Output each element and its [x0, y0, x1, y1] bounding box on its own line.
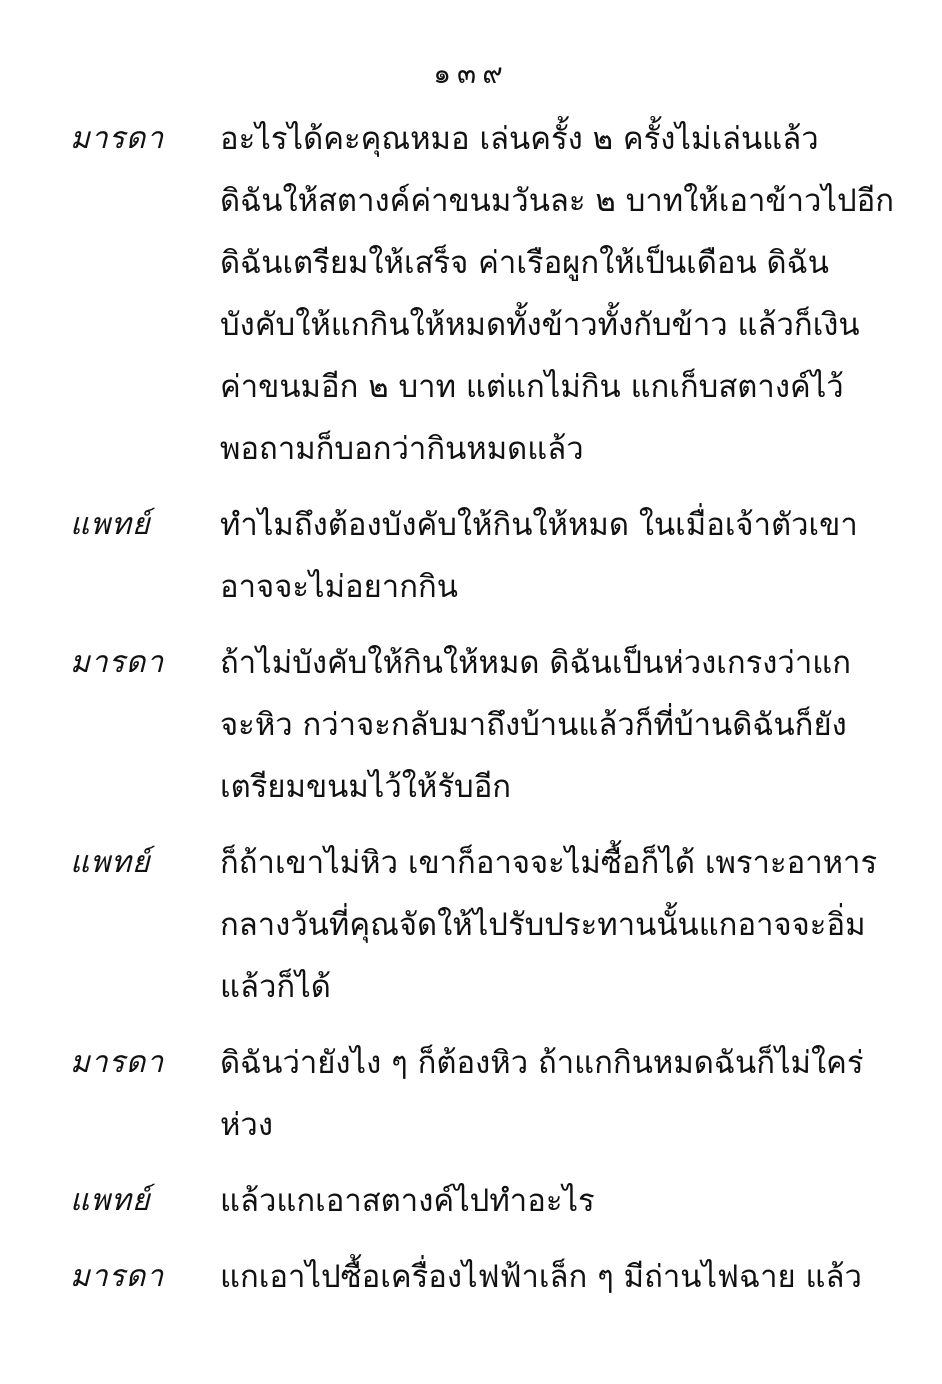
dialogue-text [220, 108, 900, 480]
text-line: ดิฉันว่ายังไง ๆ ก็ต้องหิว ถ้าแกกินหมดฉันก็ไม่ใคร่ [220, 1045, 864, 1081]
text-line: แล้วแกเอาสตางค์ไปทำอะไร [220, 1183, 595, 1219]
text-line: อาจจะไม่อยากกิน [220, 569, 458, 605]
text-line: ก็ถ้าเขาไม่หิว เขาก็อาจจะไม่ซื้อก็ได้ เพราะอาหาร [220, 845, 878, 881]
dialogue-text [220, 632, 900, 818]
dialogue-text [220, 832, 900, 1018]
speaker-label: แพทย์ [70, 507, 151, 542]
dialogue-block [70, 108, 900, 1322]
page-number: ๑๓๙ [433, 57, 509, 90]
speaker-label: มารดา [70, 1259, 165, 1294]
text-line: จะหิว กว่าจะกลับมาถึงบ้านแล้วก็ที่บ้านดิฉันก็ยัง [220, 707, 847, 743]
speaker-label: แพทย์ [70, 845, 151, 880]
text-line: ดิฉันเตรียมให้เสร็จ ค่าเรือผูกให้เป็นเดือน ดิฉัน [220, 245, 829, 281]
text-line: แกเอาไปซื้อเครื่องไฟฟ้าเล็ก ๆ มีถ่านไฟฉาย แล้ว [220, 1259, 862, 1295]
text-line: ค่าขนมอีก ๒ บาท แต่แกไม่กิน แกเก็บสตางค์ไว้ [220, 369, 844, 405]
speaker-label: มารดา [70, 645, 165, 680]
text-line: ทำไมถึงต้องบังคับให้กินให้หมด ในเมื่อเจ้าตัวเขา [220, 507, 858, 543]
dialogue-turn [70, 1032, 900, 1156]
text-line: เตรียมขนมไว้ให้รับอีก [220, 769, 512, 805]
dialogue-turn [70, 1246, 900, 1308]
text-line: แล้วก็ได้ [220, 969, 331, 1005]
text-line: บังคับให้แกกินให้หมดทั้งข้าวทั้งกับข้าว แล้วก็เงิน [220, 307, 860, 343]
dialogue-text [220, 1032, 900, 1156]
text-line: กลางวันที่คุณจัดให้ไปรับประทานนั้นแกอาจจะอิ่ม [220, 907, 866, 943]
dialogue-text [220, 1246, 900, 1308]
text-line: ดิฉันให้สตางค์ค่าขนมวันละ ๒ บาทให้เอาข้าวไปอีก [220, 183, 895, 219]
speaker-label: แพทย์ [70, 1183, 151, 1218]
dialogue-turn [70, 108, 900, 480]
text-line: อะไรได้คะคุณหมอ เล่นครั้ง ๒ ครั้งไม่เล่นแล้ว [220, 121, 819, 157]
text-line: ห่วง [220, 1107, 273, 1143]
text-line: ถ้าไม่บังคับให้กินให้หมด ดิฉันเป็นห่วงเกรงว่าแก [220, 645, 851, 681]
dialogue-text [220, 494, 900, 618]
speaker-label: มารดา [70, 121, 165, 156]
speaker-label: มารดา [70, 1045, 165, 1080]
text-line: พอถามก็บอกว่ากินหมดแล้ว [220, 431, 584, 467]
dialogue-turn [70, 632, 900, 818]
dialogue-turn [70, 1170, 900, 1232]
dialogue-turn [70, 494, 900, 618]
dialogue-turn [70, 832, 900, 1018]
dialogue-text [220, 1170, 900, 1232]
